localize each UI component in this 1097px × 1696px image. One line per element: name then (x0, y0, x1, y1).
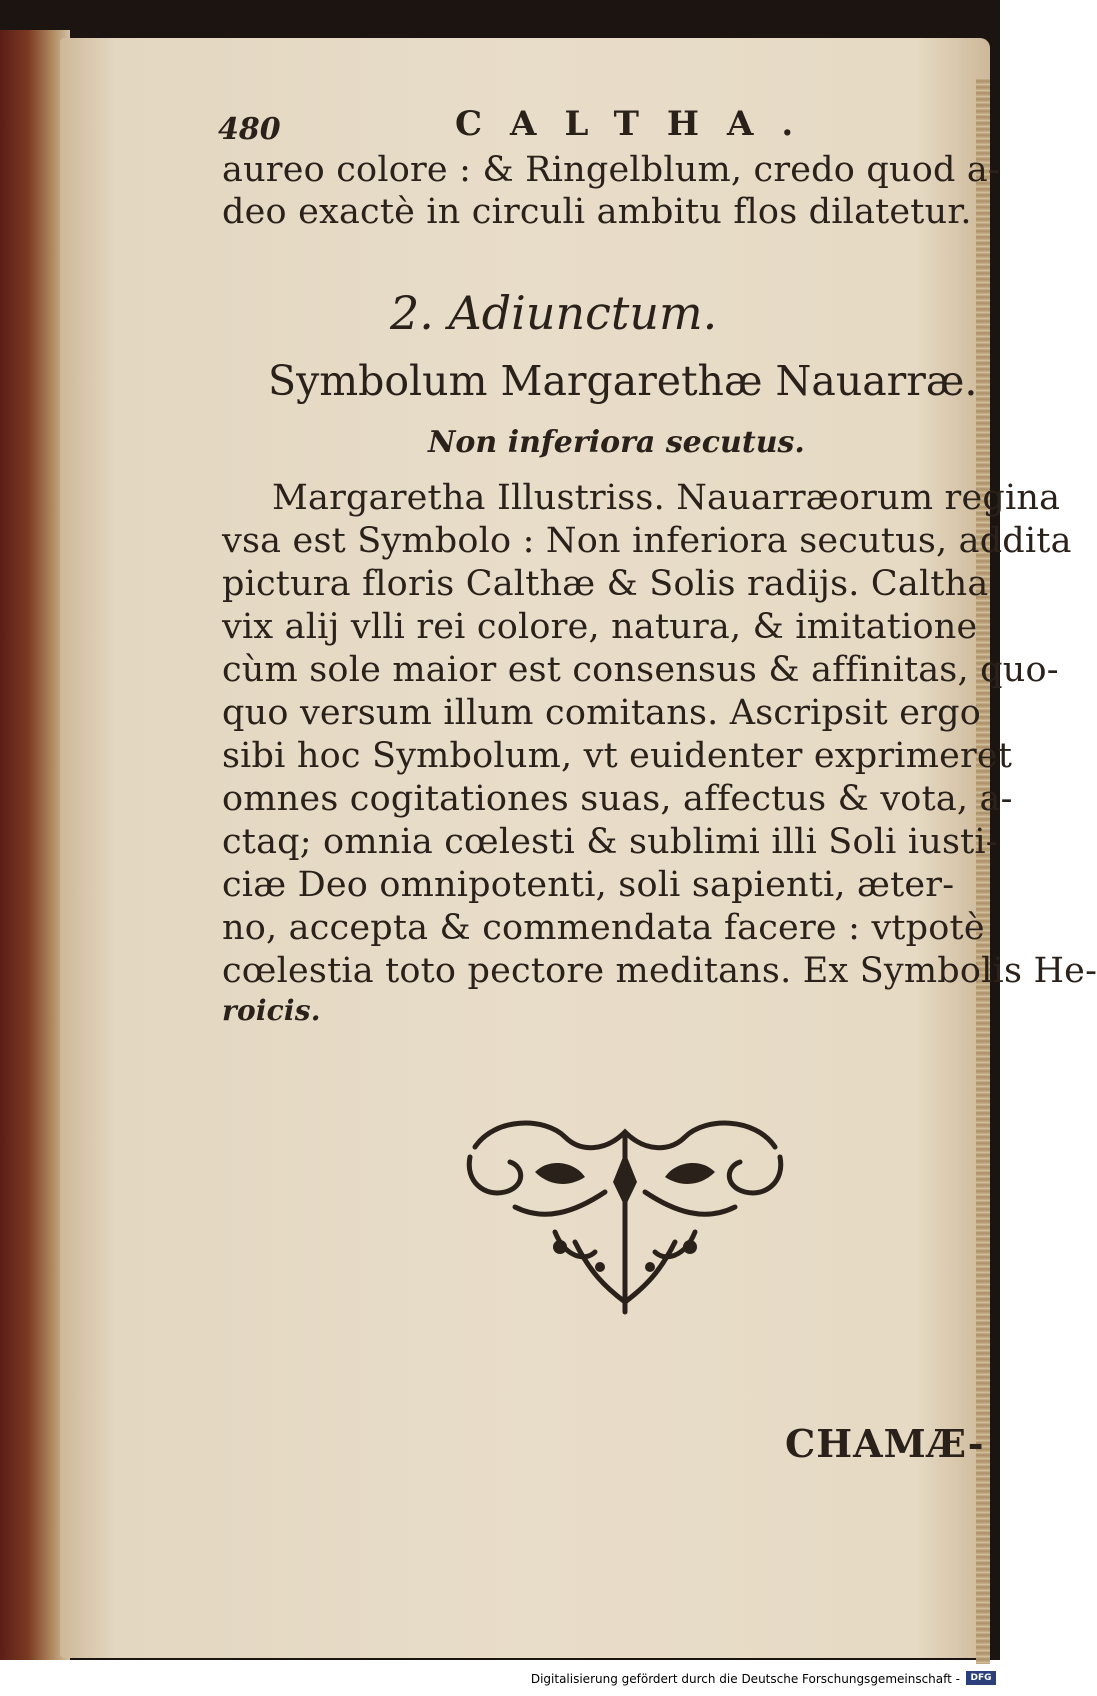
body-line: deo exactè in circuli ambitu flos dilatetur. (222, 192, 972, 232)
body-line: omnes cogitationes suas, affectus & vota, a- (222, 779, 1013, 819)
body-line: sibi hoc Symbolum, vt euidenter exprimeret (222, 736, 1013, 776)
body-line: no, accepta & commendata facere : vtpotè (222, 908, 985, 948)
body-line: pictura floris Calthæ & Solis radijs. Caltha (222, 564, 989, 604)
body-line: vix alij vlli rei colore, natura, & imitatione (222, 607, 978, 647)
section-heading: 2. Adiunctum. (390, 286, 718, 340)
page-number: 480 (218, 112, 281, 147)
body-line: ctaq; omnia cœlesti & sublimi illi Soli iusti- (222, 822, 998, 862)
body-line: vsa est Symbolo : Non inferiora secutus, addita (222, 521, 1072, 561)
catchword: CHAMÆ- (785, 1421, 985, 1466)
symbol-heading: Symbolum Margarethæ Nauarræ. (268, 357, 978, 405)
funding-credit: Digitalisierung gefördert durch die Deutsche Forschungsgemeinschaft - (530, 1672, 960, 1686)
body-line: roicis. (222, 994, 321, 1027)
floral-tailpiece-ornament-icon (455, 1112, 795, 1317)
running-title: CALTHA. (455, 104, 822, 144)
body-line: Margaretha Illustriss. Nauarræorum regina (272, 478, 1061, 518)
body-line: quo versum illum comitans. Ascripsit ergo (222, 693, 981, 733)
body-line: ciæ Deo omnipotenti, soli sapienti, æter- (222, 865, 955, 905)
motto: Non inferiora secutus. (428, 425, 805, 460)
body-line: aureo colore : & Ringelblum, credo quod a- (222, 150, 1001, 190)
body-line: cœlestia toto pectore meditans. Ex Symbolis He- (222, 951, 1097, 991)
dfg-logo-icon: DFG (966, 1671, 996, 1685)
body-line: cùm sole maior est consensus & affinitas, quo- (222, 650, 1059, 690)
footer-bar (0, 1664, 1000, 1696)
